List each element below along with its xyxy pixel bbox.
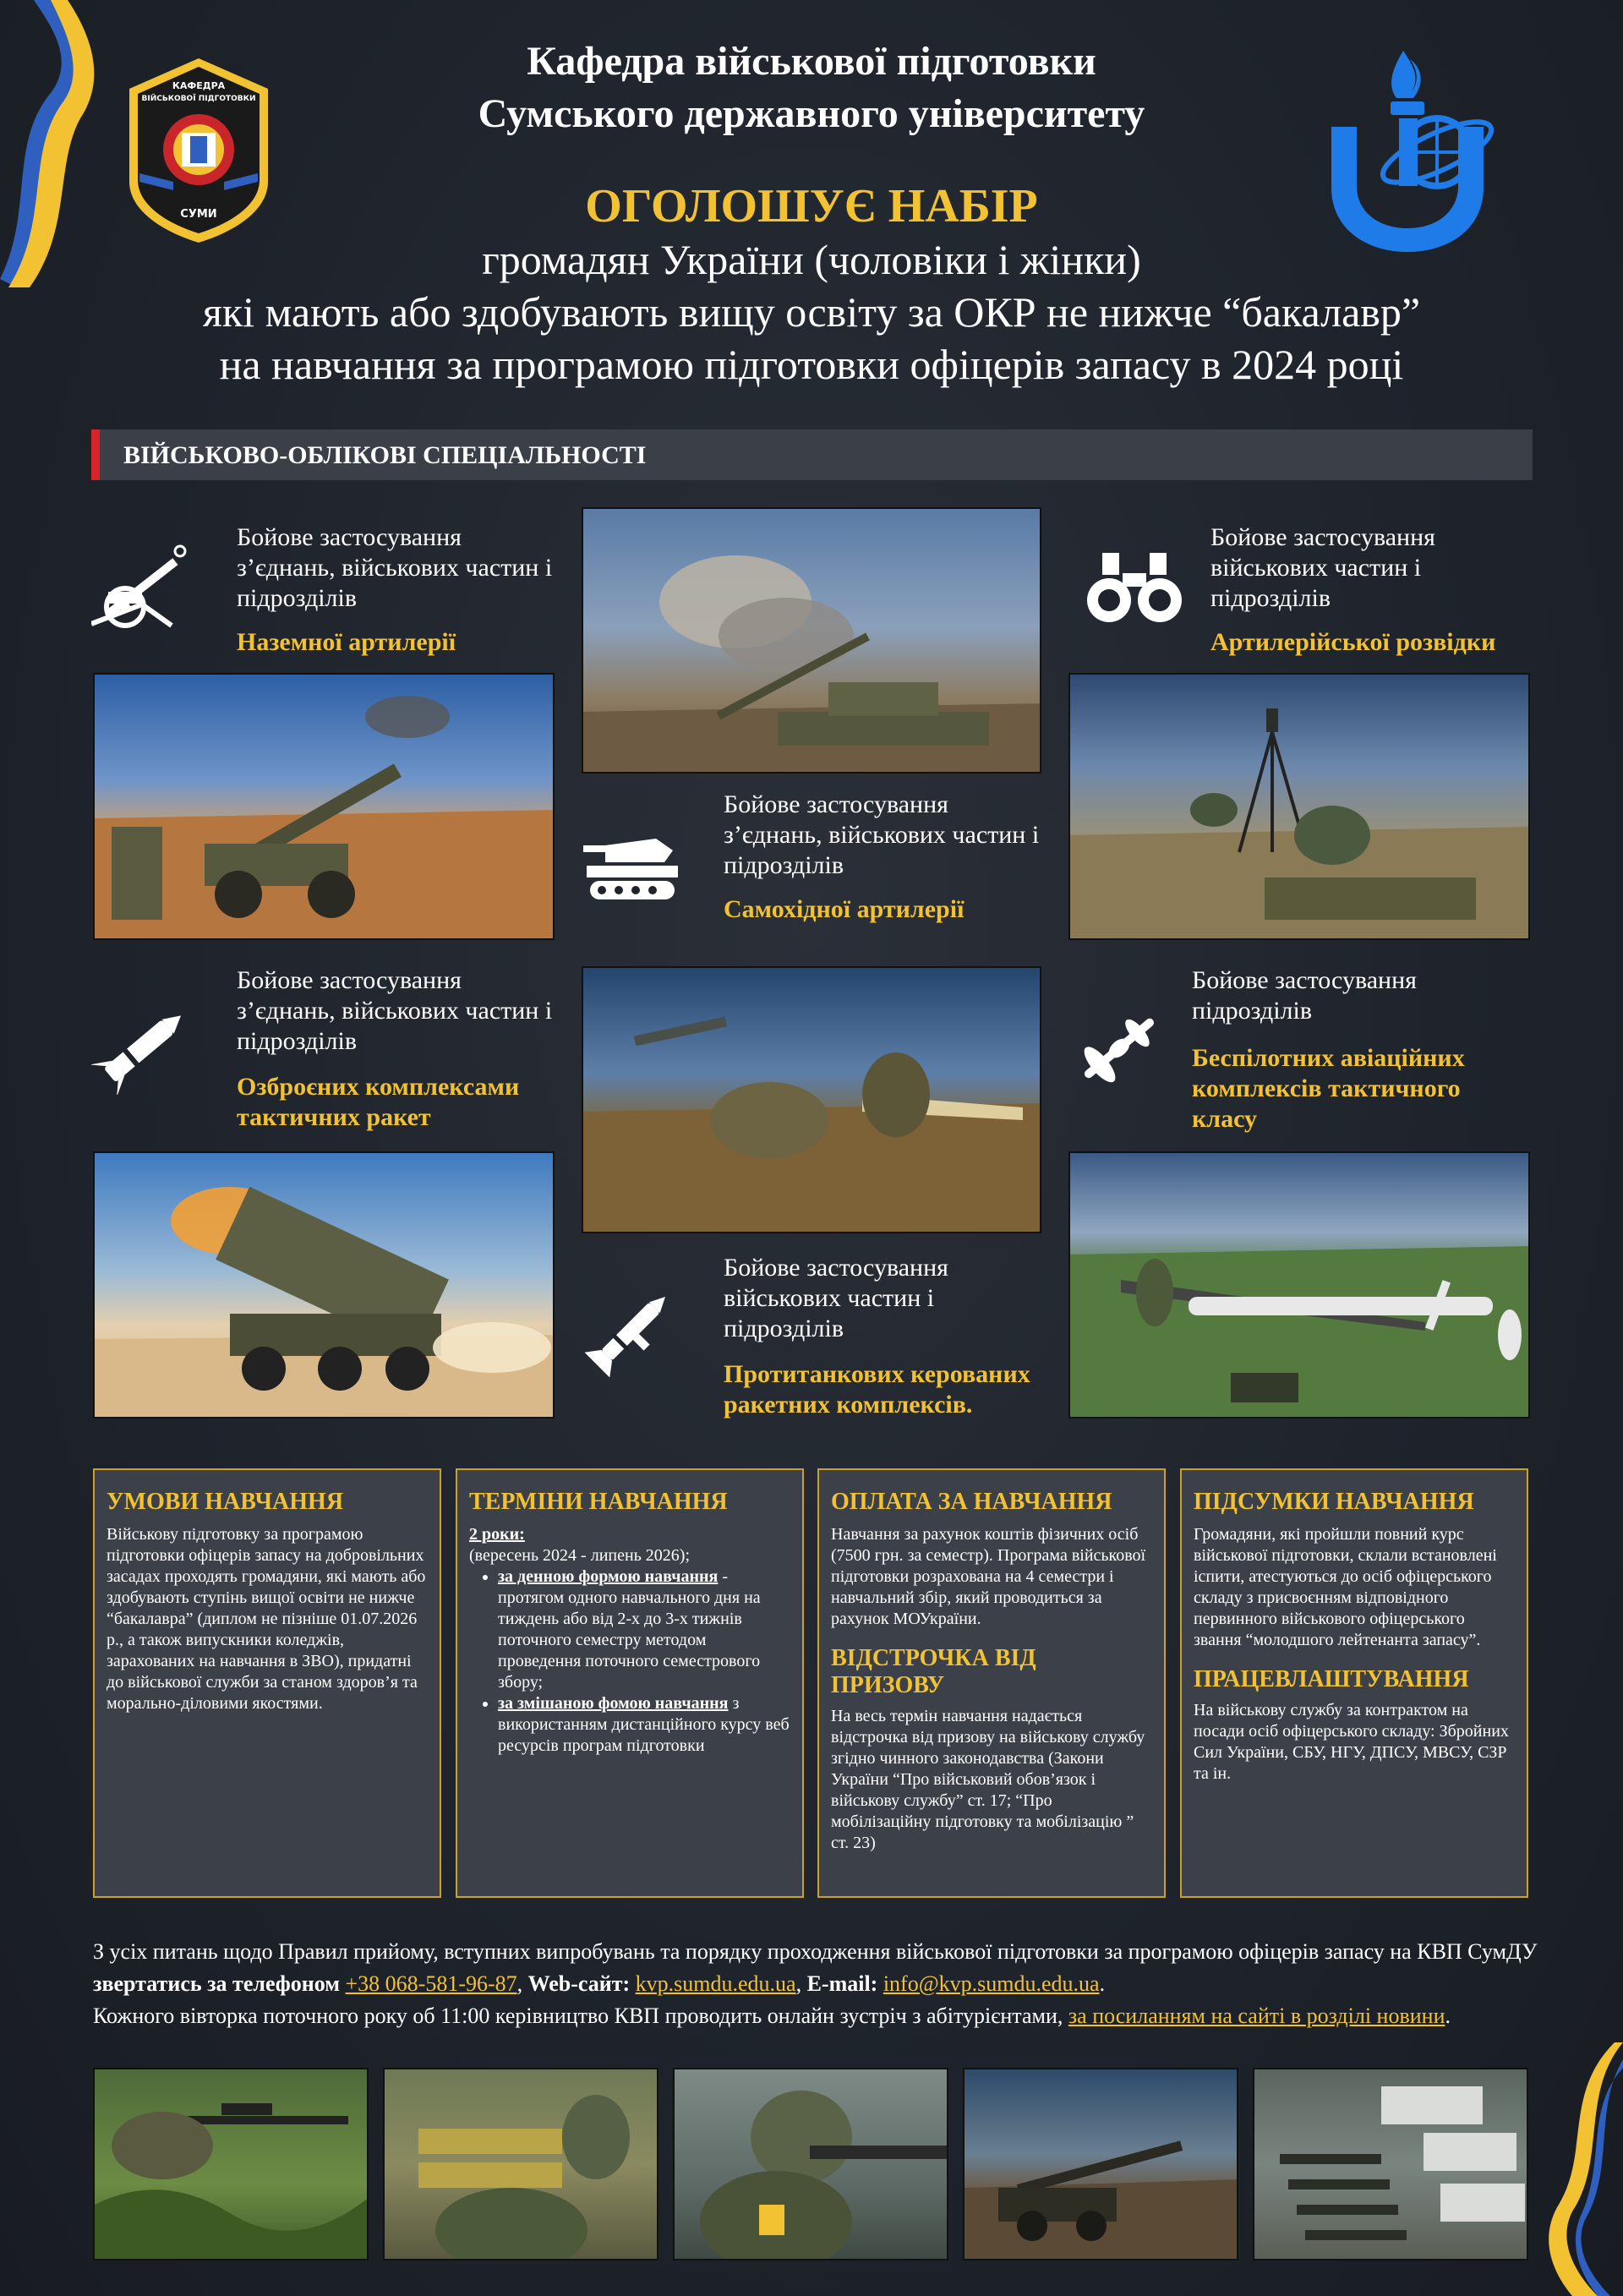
header-sub-line3: на навчання за програмою підготовки офіцерів запасу в 2024 році bbox=[219, 341, 1404, 388]
terms-item-daytime bbox=[498, 1566, 790, 1693]
terms-period: (вересень 2024 - липень 2026); bbox=[469, 1546, 691, 1565]
spec-desc-line: підрозділів bbox=[1210, 584, 1331, 612]
conditions-title: УМОВИ НАВЧАННЯ bbox=[107, 1489, 344, 1515]
employment-title: ПРАЦЕВЛАШТУВАННЯ bbox=[1194, 1666, 1469, 1692]
terms-item-daytime-text: - протягом одного навчального дня на тиждень або від 2-х до 3-х тижнів поточного семестру методом проведення поточного семестрового збору; bbox=[498, 1567, 761, 1692]
terms-duration: 2 роки: bbox=[469, 1525, 525, 1544]
specialties-section-bar bbox=[91, 429, 1533, 480]
photo-uav bbox=[1068, 1151, 1530, 1419]
spec-desc-line: Бойове застосування bbox=[237, 966, 462, 994]
spec-tactical-missiles-name bbox=[237, 1072, 519, 1133]
spec-desc-line: підрозділів bbox=[724, 851, 844, 879]
spec-desc-line: підрозділів bbox=[237, 584, 358, 612]
terms-item-mixed-label: за змішаною фомою навчання bbox=[498, 1694, 729, 1713]
spec-desc-line: військових частин і bbox=[1210, 554, 1422, 582]
results-box bbox=[1180, 1468, 1528, 1898]
payment-title: ОПЛАТА ЗА НАВЧАННЯ bbox=[831, 1489, 1112, 1515]
spec-name-line: Самохідної артилерії bbox=[724, 895, 965, 923]
spec-desc-line: підрозділів bbox=[1192, 997, 1313, 1025]
flag-ribbon-bottom-right bbox=[1522, 2042, 1623, 2296]
photo-himars bbox=[93, 1151, 555, 1419]
conditions-box bbox=[93, 1468, 441, 1898]
spec-self-propelled-name bbox=[724, 894, 964, 925]
spec-atgm-name bbox=[724, 1359, 1030, 1420]
header-title-line1: Кафедра військової підготовки bbox=[527, 39, 1096, 84]
emblem-text-top: КАФЕДРА bbox=[172, 80, 226, 91]
terms-item-daytime-label: за денною формою навчання bbox=[498, 1567, 719, 1586]
missile-icon bbox=[91, 1002, 193, 1095]
tank-icon bbox=[580, 820, 681, 913]
spec-recon-desc bbox=[1210, 522, 1435, 614]
phone-link[interactable]: +38 068-581-96-87 bbox=[345, 1971, 517, 1996]
payment-text: Навчання за рахунок коштів фізичних осіб (7500 грн. за семестр). Програма військової підготовки розрахована на 4 семестри і навчальний збір, який проводиться за рахунок МОУкраїни. bbox=[831, 1525, 1146, 1628]
terms-list bbox=[469, 1566, 790, 1757]
spec-desc-line: Бойове застосування bbox=[1210, 523, 1435, 551]
contact-intro: З усіх питань щодо Правил прийому, вступних випробувань та порядку проходження військової підготовки за програмою офіцерів запасу на КВП СумДУ bbox=[93, 1939, 1538, 1964]
spec-desc-line: Бойове застосування bbox=[237, 523, 462, 551]
spec-name-line: Артилерійської розвідки bbox=[1210, 628, 1496, 656]
spec-name-line: тактичних ракет bbox=[237, 1103, 431, 1131]
spec-uav-desc bbox=[1192, 965, 1417, 1026]
header-sub-line2: які мають або здобувають вищу освіту за ОКР не нижче “бакалавр” bbox=[202, 288, 1421, 336]
emblem-text-sub: ВІЙСЬКОВОЇ ПІДГОТОВКИ bbox=[141, 95, 256, 103]
header-sub-line1: громадян України (чоловіки і жінки) bbox=[482, 236, 1141, 283]
terms-item-mixed-text: з використанням дистанційного курсу веб ресурсів програм підготовки bbox=[498, 1694, 790, 1755]
payment-box bbox=[817, 1468, 1166, 1898]
spec-desc-line: з’єднань, військових частин і bbox=[724, 821, 1040, 849]
spec-tactical-missiles-desc bbox=[237, 965, 552, 1057]
spec-name-line: комплексів тактичного bbox=[1192, 1074, 1461, 1102]
spec-self-propelled-desc bbox=[724, 790, 1039, 881]
web-label: Web-сайт: bbox=[527, 1971, 631, 1996]
contact-call-label: звертатись за телефоном bbox=[93, 1971, 340, 1996]
photo-sniper bbox=[93, 2068, 369, 2260]
terms-title: ТЕРМІНИ НАВЧАННЯ bbox=[469, 1489, 728, 1515]
specialties-section-title: ВІЙСЬКОВО-ОБЛІКОВІ СПЕЦІАЛЬНОСТІ bbox=[123, 441, 647, 469]
spec-desc-line: підрозділів bbox=[237, 1027, 358, 1055]
spec-recon-name bbox=[1210, 627, 1495, 658]
spec-name-line: Беспілотних авіаційних bbox=[1192, 1044, 1465, 1072]
website-link[interactable]: kvp.sumdu.edu.ua bbox=[635, 1971, 796, 1996]
spec-ground-artillery-name bbox=[237, 627, 456, 658]
spec-desc-line: Бойове застосування bbox=[1192, 966, 1417, 994]
spec-desc-line: Бойове застосування bbox=[724, 1254, 948, 1282]
photo-soldier-rifle bbox=[673, 2068, 948, 2260]
spec-name-line: ракетних комплексів. bbox=[724, 1391, 973, 1419]
results-title: ПІДСУМКИ НАВЧАННЯ bbox=[1194, 1489, 1474, 1515]
drone-icon bbox=[1068, 1002, 1170, 1095]
announce-heading: ОГОЛОШУЄ НАБІР bbox=[585, 180, 1038, 232]
email-label: E-mail: bbox=[806, 1971, 878, 1996]
meeting-text: Кожного вівторка поточного року об 11:00 керівництво КВП проводить онлайн зустріч з абітурієнтами, bbox=[93, 2004, 1068, 2028]
spec-desc-line: військових частин і bbox=[724, 1284, 935, 1312]
spec-name-line: класу bbox=[1192, 1105, 1258, 1133]
spec-uav-name bbox=[1192, 1043, 1465, 1134]
deferment-title: ВІДСТРОЧКА ВІД ПРИЗОВУ bbox=[831, 1645, 1036, 1698]
photo-howitzer-firing bbox=[963, 2068, 1238, 2260]
binoculars-icon bbox=[1084, 541, 1185, 634]
spec-ground-artillery-desc bbox=[237, 522, 552, 614]
spec-desc-line: підрозділів bbox=[724, 1315, 844, 1342]
spec-desc-line: Бойове застосування bbox=[724, 790, 948, 818]
howitzer-icon bbox=[91, 541, 193, 634]
photo-camp-formation bbox=[1253, 2068, 1528, 2260]
employment-text: На військову службу за контрактом на посади осіб офіцерського складу: Збройних Сил України, СБУ, НГУ, ДПСУ, МВСУ, СЗР та ін. bbox=[1194, 1701, 1509, 1783]
header-title-line2: Сумського державного університету bbox=[478, 91, 1145, 136]
email-link[interactable]: info@kvp.sumdu.edu.ua bbox=[883, 1971, 1100, 1996]
results-text: Громадяни, які пройшли повний курс військової підготовки, склали встановлені іспити, атестуються до осіб офіцерського складу з присвоєнням відповідного первинного військового офіцерського звання “молодшого лейтенанта запасу”. bbox=[1194, 1525, 1497, 1649]
photo-artillery-reconnaissance bbox=[1068, 673, 1530, 940]
news-link[interactable]: за посиланням на сайті в розділі новини bbox=[1068, 2004, 1445, 2028]
photo-ground-artillery bbox=[93, 673, 555, 940]
spec-desc-line: з’єднань, військових частин і bbox=[237, 997, 553, 1025]
deferment-text: На весь термін навчання надається відстрочка від призову на військову службу згідно чинного законодавства (Закони України “Про військовий обов’язок і військову службу” ст. 17; “Про мобілізаційну підготовку та мобілізацію ” ст. 23) bbox=[831, 1707, 1145, 1852]
contact-info: З усіх питань щодо Правил прийому, вступних випробувань та порядку проходження військової підготовки за програмою офіцерів запасу на КВП СумДУ звертатись за телефоном +38 068-581-96-87, Web-сайт: kvp.sumdu.edu.ua, E-mail: info@kvp.sumdu.edu.ua. Кожного вівторка поточного року об 11:00 керівництво КВП проводить онлайн зустріч з абітурієнтами, за посиланням на сайті в розділі новини. bbox=[93, 1939, 1538, 2028]
spec-desc-line: з’єднань, військових частин і bbox=[237, 554, 553, 582]
conditions-text: Військову підготовку за програмою підготовки офіцерів запасу на добровільних засадах проходять громадяни, які мають або здобувають ступінь вищої освіти не нижче “бакалавра” (диплом не пізніше 01.07.2026 р., а також випускники коледжів, зарахованих на навчання в ЗВО), придатні до військової служби за станом здоров’я та морально-діловими якостями. bbox=[107, 1525, 426, 1713]
terms-box bbox=[456, 1468, 804, 1898]
terms-item-mixed bbox=[498, 1693, 790, 1757]
atgm-icon bbox=[580, 1285, 681, 1378]
spec-name-line: Протитанкових керованих bbox=[724, 1360, 1030, 1388]
spec-atgm-desc bbox=[724, 1253, 948, 1344]
photo-self-propelled-artillery bbox=[582, 507, 1041, 774]
emblem-text-bottom: СУМИ bbox=[180, 208, 217, 221]
spec-name-line: Наземної артилерії bbox=[237, 628, 456, 656]
photo-training-atgm bbox=[383, 2068, 658, 2260]
photo-missile-launch bbox=[582, 966, 1041, 1233]
spec-name-line: Озброєних комплексами bbox=[237, 1073, 520, 1101]
